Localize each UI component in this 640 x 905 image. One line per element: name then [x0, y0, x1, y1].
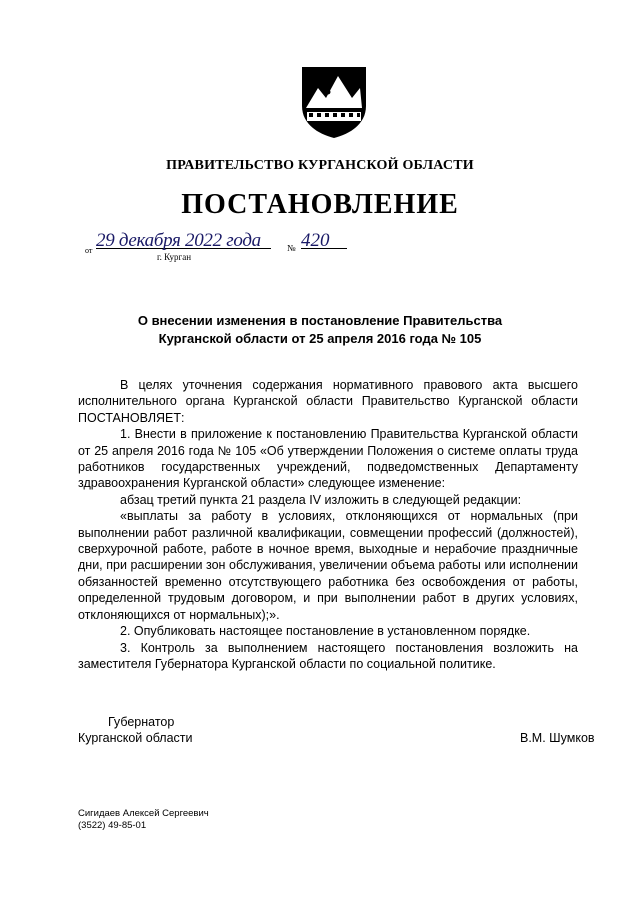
position-line: Курганской области	[78, 731, 193, 746]
document-type: ПОСТАНОВЛЕНИЕ	[181, 189, 459, 220]
signatory-position	[78, 714, 193, 747]
body-paragraph: 1. Внести в приложение к постановлению Правительства Курганской области от 25 апреля 2016 года № 105 «Об утверждении Положения о системе оплаты труда работников государственных учреждений, подведомственных Департаменту здравоохранения Курганской области» следующее изменение:	[78, 427, 578, 491]
executor-info	[78, 808, 209, 832]
document-number: 420	[301, 234, 347, 249]
document-body	[78, 377, 578, 672]
title-line: О внесении изменения в постановление Правительства	[137, 313, 503, 328]
document-date: 29 декабря 2022 года	[96, 234, 271, 249]
coat-of-arms-icon	[298, 64, 370, 140]
document-title	[0, 312, 640, 348]
number-label: №	[287, 243, 296, 253]
title-line: Курганской области от 25 апреля 2016 года № 105	[158, 331, 482, 346]
signatory-name: В.М. Шумков	[520, 731, 595, 745]
date-prefix: от	[85, 246, 93, 255]
body-paragraph: «выплаты за работу в условиях, отклоняющихся от нормальных (при выполнении работ различной квалификации, совмещении профессий (должностей), сверхурочной работе, работе в ночное время, выходные и нерабочие праздничные дни, при расширении зон обслуживания, увеличении объема работы или исполнении обязанностей временно отсутствующего работника без освобождения от работы, определенной трудовым договором, и при выполнении работ в других условиях, отклоняющихся от нормальных);».	[78, 509, 578, 622]
dateline	[85, 230, 385, 264]
body-paragraph: 2. Опубликовать настоящее постановление в установленном порядке.	[120, 624, 531, 639]
body-paragraph: 3. Контроль за выполнением настоящего постановления возложить на заместителя Губернатора Курганской области по социальной политике.	[78, 640, 578, 671]
body-paragraph: абзац третий пункта 21 раздела IV изложить в следующей редакции:	[120, 492, 522, 507]
document-city: г. Курган	[157, 252, 192, 262]
body-paragraph: В целях уточнения содержания нормативного правового акта высшего исполнительного органа Курганской области Правительство Курганской области ПОСТАНОВЛЯЕТ:	[78, 378, 578, 425]
executor-name: Сигидаев Алексей Сергеевич	[78, 808, 209, 819]
organization-name: ПРАВИТЕЛЬСТВО КУРГАНСКОЙ ОБЛАСТИ	[166, 158, 474, 173]
executor-phone: (3522) 49-85-01	[78, 820, 147, 831]
position-line: Губернатор	[108, 715, 175, 729]
